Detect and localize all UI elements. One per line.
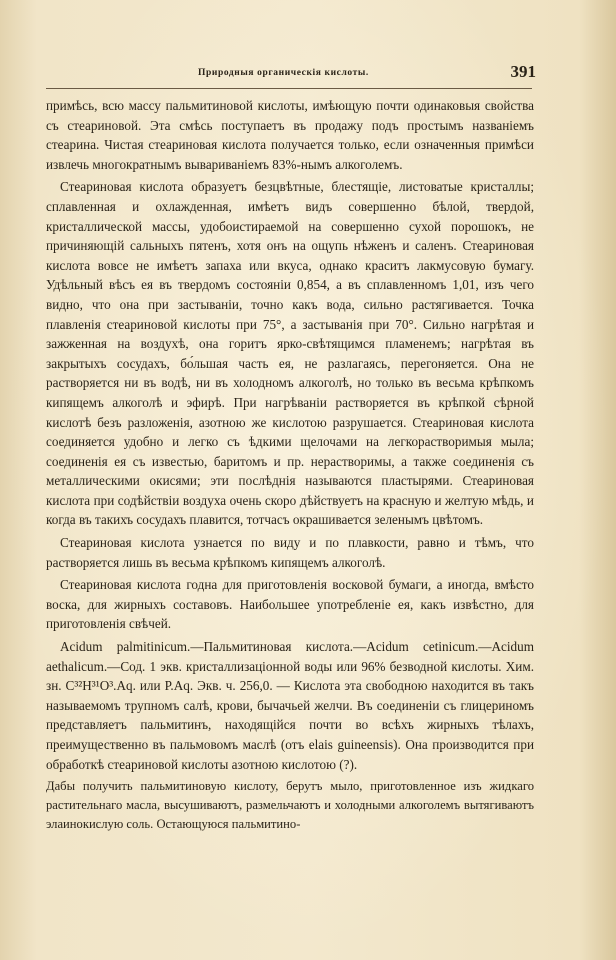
header-rule [46,88,532,89]
paragraph-stearic-uses: Стеариновая кислота годна для приготовленія восковой бумаги, а иногда, вмѣсто воска, для жирныхъ составовъ. Наибольшее употребленіе ея, какъ извѣстно, для приготовленія свѣчей. [46,577,534,632]
running-title: Природныя органическія кислоты. [198,68,369,78]
paragraph-palmitic-acid: Acidum palmitinicum.—Пальмитиновая кислота.—Acidum cetinicum.—Acidum aethalicum.—Сод. 1 экв. кристаллизаціонной воды или 96% безводной кислоты. Хим. зн. C³²H³¹O³.Aq. или P.Aq. Экв. ч. 256,0. — Кислота эта свободною находится въ такъ называемомъ трупномъ салѣ, крови, бычачьей желчи. Въ соединеніи съ глицериномъ представляетъ пальмитинъ, находящійся почти во всѣхъ жирныхъ тѣлахъ, преимущественно въ пальмовомъ маслѣ (отъ elais guineensis). Она производится при обработкѣ стеариновой кислоты азотною кислотою (?). [46,639,534,772]
paragraph-stearic-properties: Стеариновая кислота образуетъ безцвѣтные, блестящіе, листоватые кристаллы; сплавленная и охлажденная, имѣетъ видъ совершенно бѣлой, твердой, кристаллической массы, удобоистираемой на совершенно сухой порошокъ, не причиняющій сальныхъ пятенъ, хотя онъ на ощупь нѣженъ и саленъ. Стеариновая кислота вовсе не имѣетъ запаха или вкуса, однако краситъ лакмусовую бумагу. Удѣльный вѣсъ ея въ твердомъ состояніи 0,854, а въ сплавленномъ 1,01, изъ чего видно, что она при застываніи, точно какъ вода, сильно растягивается. Точка плавленія стеариновой кислоты при 75°, а застыванія при 70°. Сильно нагрѣтая и зажженная на воздухѣ, она горитъ ярко-свѣтящимся пламенемъ; нагрѣтая въ закрытыхъ сосудахъ, бо́льшая часть ея, не разлагаясь, перегоняется. Она не растворяется ни въ водѣ, ни въ холодномъ алкоголѣ, но только въ весьма крѣпкомъ кипящемъ алкоголѣ и эфирѣ. При нагрѣваніи растворяется въ крѣпкой сѣрной кислотѣ безъ разложенія, азотною же кислотою разрушается. Стеариновая кислота соединяется удобно и легко съ ѣдкими щелочами на легкорастворимыя мыла; соединенія ея съ известью, баритомъ и пр. нерастворимы, а также соединенія съ металлическими окисями; эти послѣднія называются пластырями. Стеариновая кислота при содѣйствіи воздуха очень скоро дѣйствуетъ на красную и желтую мѣдь, и когда въ такихъ сосудахъ плавится, тотчасъ окрашивается зеленымъ цвѣтомъ. [46,179,534,528]
body-text [46,96,534,834]
paragraph-stearic-identification: Стеариновая кислота узнается по виду и по плавкости, равно и тѣмъ, что растворяется лишь въ весьма крѣпкомъ кипящемъ алкоголѣ. [46,535,534,570]
page-number: 391 [510,62,536,81]
paragraph-palmitic-preparation: Дабы получить пальмитиновую кислоту, берутъ мыло, приготовленное изъ жидкаго растительнаго масла, высушиваютъ, размельчаютъ и холодными алкоголемъ вытягиваютъ элаинокислую соль. Остающуюся пальмитино- [46,779,534,832]
paragraph-continuation: примѣсь, всю массу пальмитиновой кислоты, имѣющую почти одинаковыя свойства съ стеариновой. Эта смѣсь поступаетъ въ продажу подъ простымъ названіемъ стеарина. Чистая стеариновая кислота получается только, если означенныя примѣси извлечь многократнымъ вывариваніемъ 83%-нымъ алкоголемъ. [46,98,534,172]
page-header [180,64,536,88]
